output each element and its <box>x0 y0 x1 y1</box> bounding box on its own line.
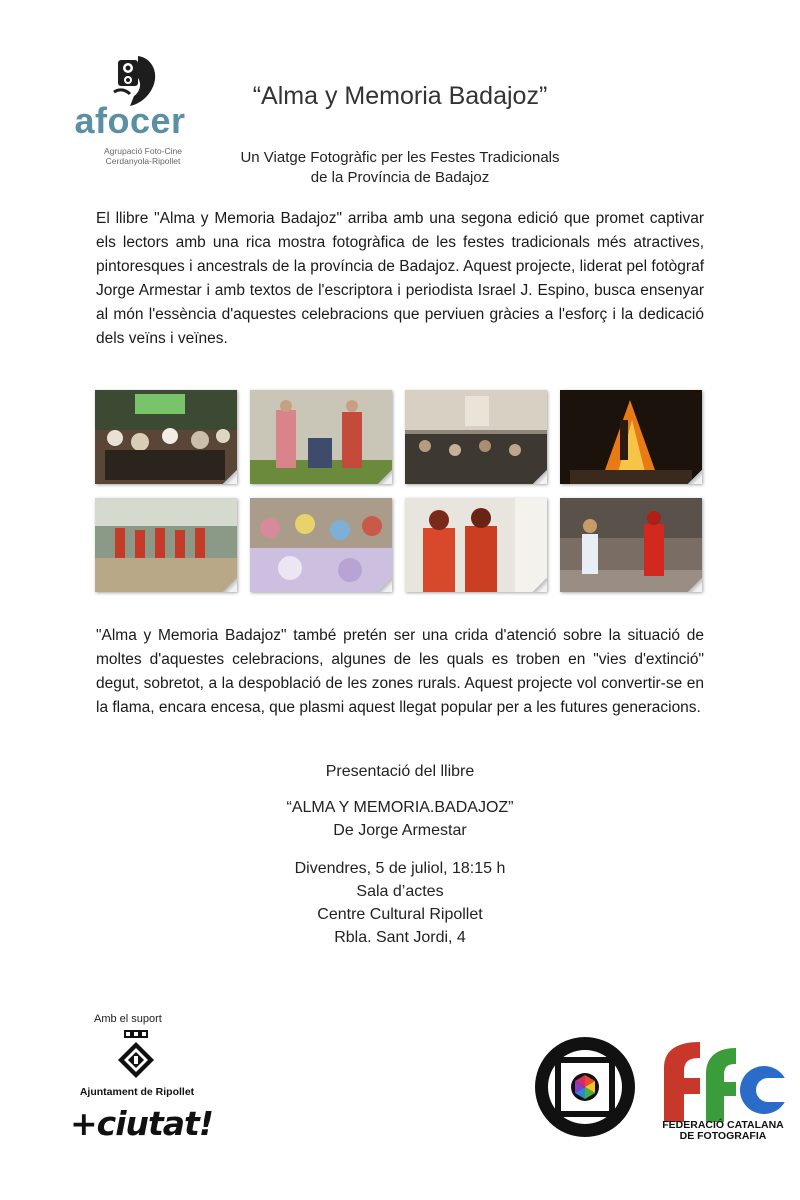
intro-paragraph: El llibre "Alma y Memoria Badajoz" arriba amb una segona edició que promet captivar els lectors amb una rica mostra fotogràfica de les festes tradicionals més atractives, pintoresques i ancestrals de la província de Badajoz. Aquest projecte, liderat pel fotògraf Jorge Armestar i amb textos de l'escriptora i periodista Israel J. Espino, busca ensenyar al món l'essència d'aquestes celebracions que perviuen gràcies a l'esforç i la dedicació dels veïns i veïnes. <box>96 210 704 347</box>
fcf-logo-icon <box>660 1038 788 1122</box>
presentation-label: Presentació del llibre <box>325 763 475 780</box>
afocer-subtitle-1: Agrupació Foto-Cine <box>104 146 182 156</box>
event-date: Divendres, 5 de juliol, 18:15 h <box>294 860 506 877</box>
afocer-wordmark: afocer <box>74 100 186 141</box>
page-title: “Alma y Memoria Badajoz” <box>252 82 548 110</box>
fcf-line-2: DE FOTOGRAFIA <box>679 1130 767 1142</box>
event-room: Sala d’actes <box>356 883 444 900</box>
photo-gallery <box>95 390 705 595</box>
church-crowd-photo <box>405 390 547 484</box>
costumed-performers-photo <box>250 390 392 484</box>
subtitle-line-1: Un Viatge Fotogràfic per les Festes Tradicionals <box>240 149 560 166</box>
ripollet-crest-icon <box>116 1030 156 1086</box>
book-title: “ALMA Y MEMORIA.BADAJOZ” <box>286 799 514 816</box>
festival-crowd-photo <box>95 390 237 484</box>
event-venue: Centre Cultural Ripollet <box>317 906 483 923</box>
book-info <box>150 796 650 842</box>
street-dancers-photo <box>560 498 702 592</box>
closing-paragraph: "Alma y Memoria Badajoz" també pretén ser una crida d'atenció sobre la situació de moltes d'aquestes celebracions, algunes de les quals es troben en "vies d'extinció" degut, sobretot, a la despoblació de les zones rurals. Aquest projecte vol convertir-se en la flama, encara encesa, que plasmi aquest llegat popular per a les futures generacions. <box>96 627 704 716</box>
support-label: Amb el suport <box>94 1013 162 1025</box>
parade-photo <box>250 498 392 592</box>
masked-devils-photo <box>405 498 547 592</box>
subtitle-line-2: de la Província de Badajoz <box>310 169 490 186</box>
ajuntament-label: Ajuntament de Ripollet <box>79 1086 195 1098</box>
cef-logo-icon <box>532 1034 638 1140</box>
procession-photo <box>95 498 237 592</box>
ciutat-logo-text: +ciutat! <box>70 1104 213 1143</box>
book-author: De Jorge Armestar <box>333 822 467 839</box>
afocer-subtitle-2: Cerdanyola-Ripollet <box>105 156 181 166</box>
event-details <box>150 857 650 949</box>
fcf-label <box>650 1120 796 1142</box>
page-subtitle <box>180 148 620 188</box>
fcf-line-1: FEDERACIÓ CATALANA <box>662 1119 784 1131</box>
event-address: Rbla. Sant Jordi, 4 <box>334 929 466 946</box>
bonfire-photo <box>560 390 702 484</box>
afocer-logo <box>60 52 200 168</box>
